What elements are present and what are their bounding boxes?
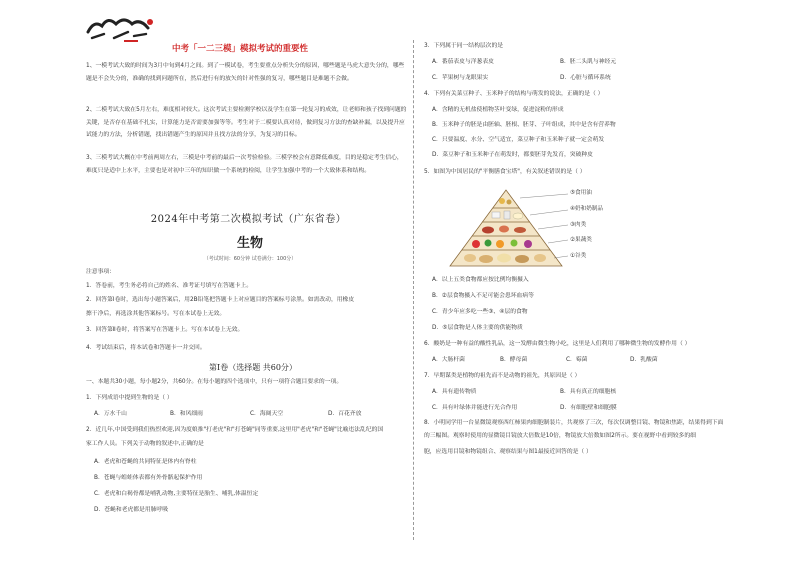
pyramid-label-meat: ③肉类: [570, 222, 587, 228]
instructions-header: 注意事项：: [86, 269, 115, 275]
pyramid-label-oil: ⑤食用油: [570, 190, 592, 196]
instruction-1: 1．答卷前，考生务必将自己的姓名、准考证号填写在答题卡上。: [86, 283, 253, 289]
question-3: 3．下列属于同一结构层次的是: [424, 43, 504, 49]
q1-option-d: D．百花齐放: [328, 411, 362, 417]
pyramid-label-dairy: ④奶和奶制品: [570, 206, 603, 212]
exam-meta: （考试时间：60分钟 试卷满分：100分）: [203, 256, 297, 262]
instruction-3: 3．回答第Ⅱ卷时，将答案写在答题卡上。写在本试卷上无效。: [86, 327, 244, 333]
notice-paragraph-2: 2、二模考试大致在5月左右，难度相对较大。这次考试主要检测学校以及学生在第一轮复习的成效，让老师和孩子找到问题的关键，是否存在基础不扎实，计算能力是否需要加强等等。考生对于二模要认真对待，做到复习方法的查缺补漏，以及提升应试能力的方法，分析错题，找出错题产生的原因并且找方法的分享，为复习的目标。: [86, 107, 407, 138]
instruction-2: 2．回答第Ⅰ卷时，选出每小题答案后，用2B铅笔把答题卡上对应题目的答案标号涂黑。如需改动，用橡皮: [86, 297, 355, 303]
q1-option-b: B．和风细雨: [170, 411, 203, 417]
question-4: 4．下列有关菜豆种子、玉米种子的结构与萌发的说法，正确的是（ ）: [424, 91, 604, 97]
notice-title: 中考「一二三模」模拟考试的重要性: [172, 44, 309, 54]
q3-option-d: D．心脏与循环系统: [560, 75, 611, 81]
q1-option-c: C．海阔天空: [250, 411, 284, 417]
q3-option-a: A．番茄表皮与洋葱表皮: [432, 59, 494, 65]
q4-option-c: C．只要温度、水分、空气适宜，菜豆种子和玉米种子就一定会萌发: [432, 137, 605, 143]
q2-option-c: C．老虎和白褐骨都是哺乳动物,主要特征是胎生、哺乳,体温恒定: [94, 491, 259, 497]
q7-option-b: B．具有真正的细胞核: [560, 389, 617, 395]
question-8-cont: 胞，应选用目镜和物镜组合、观察结果与图1最接近回答的是（ ）: [424, 449, 592, 455]
question-1: 1．下列成语中提到生物的是（ ）: [86, 395, 173, 401]
brand-logo: [84, 14, 156, 44]
question-7: 7．早期谋类是植物的祖先而不是动物的祖先，其原因是（ ）: [424, 373, 581, 379]
column-divider: [413, 40, 414, 540]
exam-title: 2024年中考第二次模拟考试（广东省卷）: [150, 214, 347, 225]
q6-option-d: D．乳酸菌: [630, 357, 658, 363]
question-2: 2．近几年,中国受到我们热烈欢迎,因为度娘推"打老虎"和"打苍蝇"同等重要,这里用"老虎"和"苍蝇"比喻违法乱纪的国: [86, 427, 384, 433]
q7-option-d: D．有细胞壁和细胞膜: [560, 405, 617, 411]
q6-option-c: C．霉菌: [566, 357, 588, 363]
section-title: 第Ⅰ卷（选择题 共60分）: [209, 363, 297, 372]
question-5: 5．如图为中国居民的"平衡膳食宝塔"，有关叙述错误的是（ ）: [424, 169, 586, 175]
q5-option-c: C．青少年应多吃一些③、④层的食物: [432, 309, 528, 315]
instruction-4: 4．考试结束后，将本试卷和答题卡一并交回。: [86, 345, 206, 351]
pyramid-label-vegetables: ②果蔬类: [570, 237, 592, 243]
q5-option-b: B．②层食物摄入不足可能会患坏血病等: [432, 293, 534, 299]
pyramid-label-grains: ①谷类: [570, 253, 587, 259]
q4-option-b: B．玉米种子的胚是由胚轴、胚根、胚芽、子叶组成，其中是含有营养物: [432, 122, 616, 128]
q2-option-a: A．老虎和苍蝇的共同特征是体内有脊柱: [94, 459, 197, 465]
notice-paragraph-3: 3、三模考试大概在中考前两周左右，三模是中考前的最后一次考验检验。三模学校会有意降低难度，目的是稳定考生信心，难度只是适中上水平，主要也是对初中三年的知识做一个系统的检阅，让学生加强中考的一个大致体系和结构。: [86, 155, 403, 174]
q4-option-a: A．含精的无机盐使植物茎叶变绿，促进淀粉的形成: [432, 107, 564, 113]
q2-option-d: D．苍蝇和老虎都是用肺呼吸: [94, 507, 169, 513]
q6-option-b: B．酵母菌: [500, 357, 528, 363]
notice-paragraph-1: 1、一模考试大致的时间为3月中旬到4月之间。到了一模试卷，考生要重点分析失分的原因，哪些题是马虎大意失分的，哪些题是不会失分的，准确的找到问题所在，然后进行有的放矢的针对性强的复习，哪些题目是难题不会做。: [86, 63, 405, 82]
q3-option-b: B．胚二头肌与神经元: [560, 59, 617, 65]
q4-option-d: D．菜豆种子和玉米种子在萌发时，都要胚芽先发育，突破种皮: [432, 152, 593, 158]
question-2-cont: 家工作人员。下列关于动物的叙述中,正确的是: [86, 441, 204, 447]
q7-option-c: C．具有叶绿体并能进行光合作用: [432, 405, 518, 411]
q5-option-d: D．⑤层食物是人体主要的供能物质: [432, 325, 523, 331]
q3-option-c: C．苹果树与龙眼果实: [432, 75, 489, 81]
section-note: 一、本题共30小题，每小题2分，共60分。在每小题的四个选项中，只有一项符合题目要求的一项。: [86, 379, 343, 385]
q1-option-a: A．万水千山: [94, 411, 127, 417]
instruction-2-cont: 擦干净后，再选涂其他答案标号。写在本试卷上无效。: [86, 311, 226, 317]
question-6: 6．酸奶是一种有益的酸性乳品，这一发酵由微生物小吃，这里是人们利用了哪种微生物的发酵作用（ ）: [424, 341, 691, 347]
question-8: 8．小明同学用一台显微镜观察西红柿果肉细胞制装片，共观察了三次，每次仅调整目镜、物镜和焦距，结果得到下面的三幅图。观察时使用的显微镜目镜放大倍数是10倍，物镜放大倍数如图2所示。要在视野中看到较多的细: [424, 420, 724, 439]
q5-option-a: A．以上五类食物都应按比例均衡摄入: [432, 277, 529, 283]
exam-subject: 生物: [236, 236, 263, 251]
q6-option-a: A．大肠杆菌: [432, 357, 465, 363]
q7-option-a: A．具有遗传物质: [432, 389, 477, 395]
q2-option-b: B．苍蝇与蝗蛙体表都有外骨骼起保护作用: [94, 475, 203, 481]
